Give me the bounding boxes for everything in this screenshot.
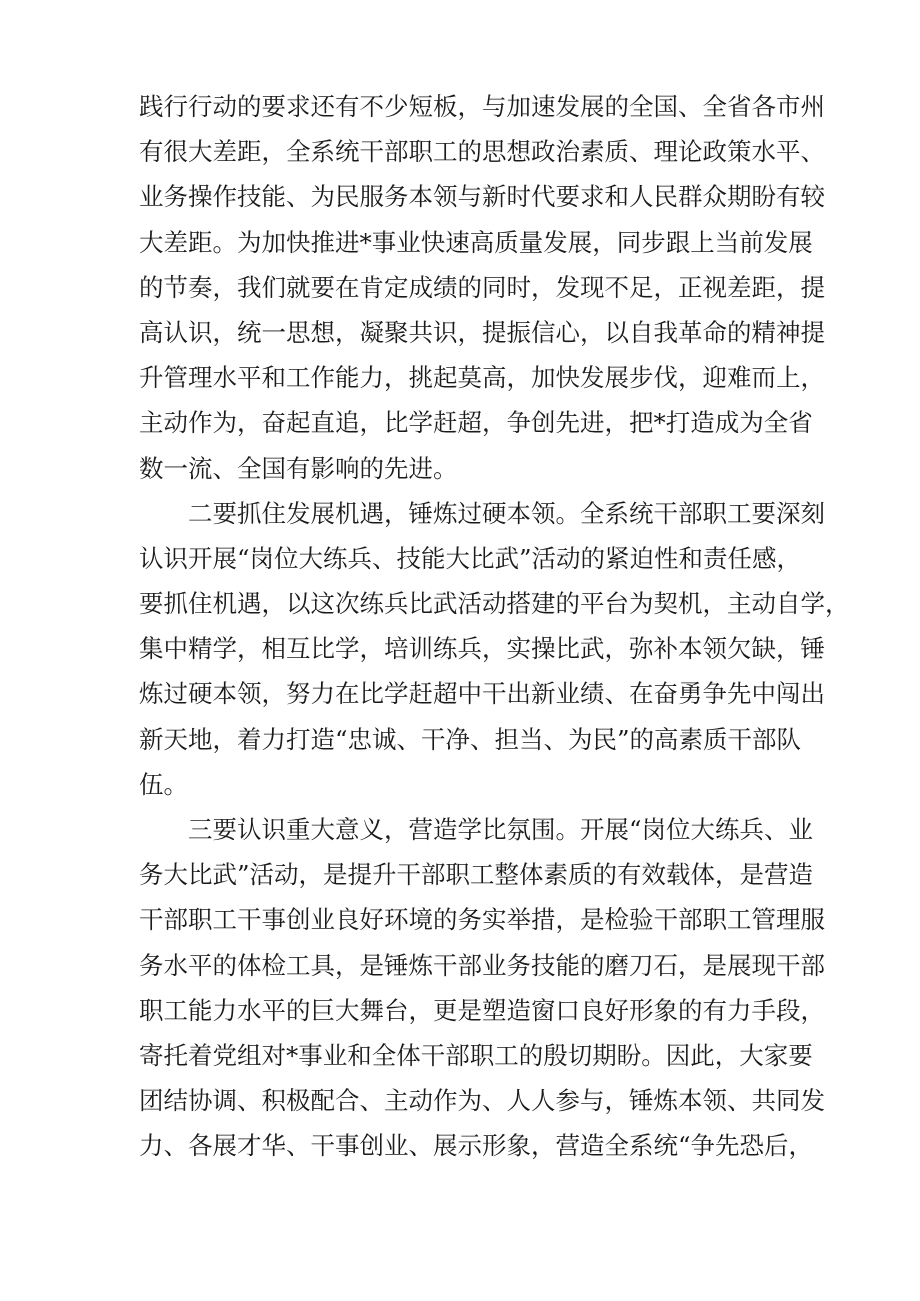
text-line: 践行行动的要求还有不少短板，与加速发展的全国、全省各市州 <box>139 92 825 121</box>
text-line: 职工能力水平的巨大舞台，更是塑造窗口良好形象的有力手段， <box>139 995 825 1025</box>
text-line: 务大比武”活动，是提升干部职工整体素质的有效载体，是营造 <box>139 860 814 890</box>
text-line: 要抓住机遇，以这次练兵比武活动搭建的平台为契机，主动自学， <box>139 589 850 619</box>
text-line: 二要抓住发展机遇，锤炼过硬本领。全系统干部职工要深刻 <box>139 498 825 528</box>
text-line: 有很大差距，全系统干部职工的思想政治素质、理论政策水平、 <box>139 137 825 167</box>
text-line: 高认识，统一思想，凝聚共识，提振信心，以自我革命的精神提 <box>139 317 825 347</box>
paragraph-3 <box>139 807 825 1169</box>
text-line: 炼过硬本领，努力在比学赶超中干出新业绩、在奋勇争先中闯出 <box>139 679 825 709</box>
text-line: 大差距。为加快推进*事业快速高质量发展，同步跟上当前发展 <box>139 227 813 257</box>
text-line: 团结协调、积极配合、主动作为、人人参与，锤炼本领、共同发 <box>139 1086 825 1116</box>
text-line: 力、各展才华、干事创业、展示形象，营造全系统“争先恐后， <box>139 1131 814 1161</box>
text-line: 的节奏，我们就要在肯定成绩的同时，发现不足，正视差距，提 <box>139 272 825 302</box>
document-body <box>139 84 850 1169</box>
text-line: 数一流、全国有影响的先进。 <box>139 453 458 483</box>
text-line: 寄托着党组对*事业和全体干部职工的殷切期盼。因此，大家要 <box>139 1040 813 1070</box>
text-line: 伍。 <box>139 769 188 799</box>
text-line: 新天地，着力打造“忠诚、干净、担当、为民”的高素质干部队 <box>139 724 802 754</box>
text-line: 业务操作技能、为民服务本领与新时代要求和人民群众期盼有较 <box>139 182 825 212</box>
text-line: 干部职工干事创业良好环境的务实举措，是检验干部职工管理服 <box>139 905 825 935</box>
text-line: 认识开展“岗位大练兵、技能大比武”活动的紧迫性和责任感， <box>139 543 802 573</box>
paragraph-1 <box>139 84 825 491</box>
text-line: 集中精学，相互比学，培训练兵，实操比武，弥补本领欠缺，锤 <box>139 634 825 664</box>
text-line: 三要认识重大意义，营造学比氛围。开展“岗位大练兵、业 <box>139 815 814 844</box>
text-line: 主动作为，奋起直追，比学赶超，争创先进，把*打造成为全省 <box>139 408 813 438</box>
paragraph-2 <box>139 491 850 807</box>
text-line: 升管理水平和工作能力，挑起莫高，加快发展步伐，迎难而上， <box>139 363 825 393</box>
text-line: 务水平的体检工具，是锤炼干部业务技能的磨刀石，是展现干部 <box>139 950 825 980</box>
